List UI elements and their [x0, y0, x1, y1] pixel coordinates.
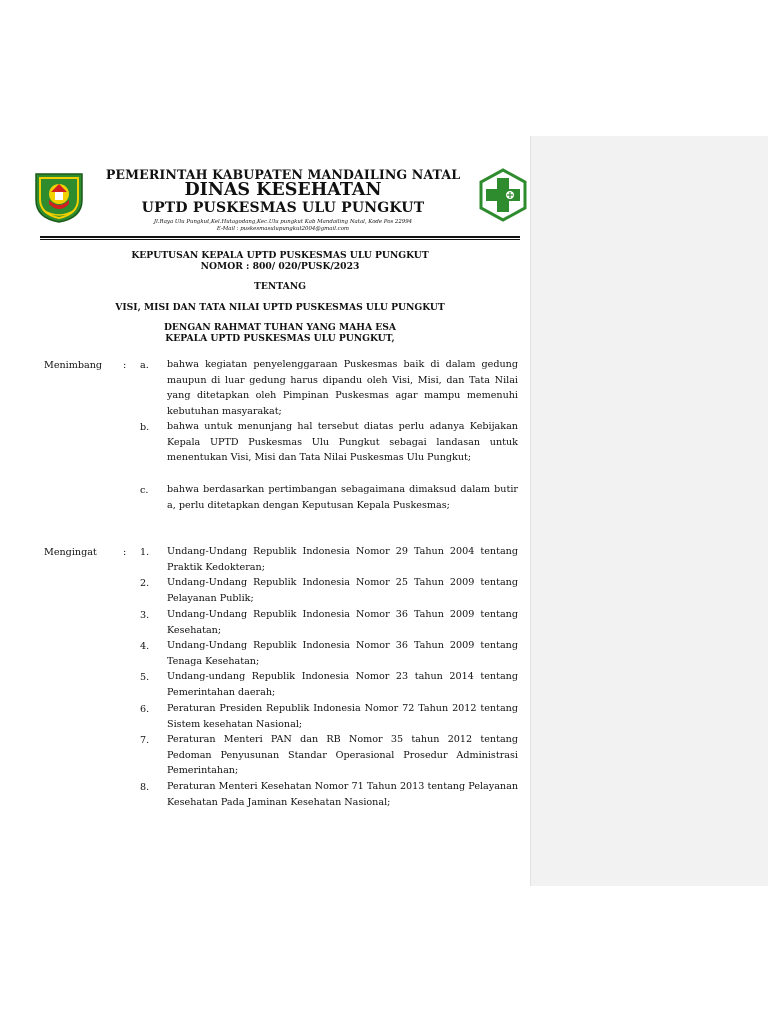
menimbang-marker: a.	[140, 360, 149, 371]
mengingat-item: Peraturan Presiden Republik Indonesia Nomor 72 Tahun 2012 tentang Sistem kesehatan Nasional;	[167, 703, 518, 730]
menimbang-label: Menimbang	[44, 360, 103, 371]
mengingat-item: Undang-Undang Republik Indonesia Nomor 29 Tahun 2004 tentang Praktik Kedokteran;	[167, 546, 518, 573]
letterhead-rule-thin	[40, 239, 520, 240]
mengingat-item: Undang-Undang Republik Indonesia Nomor 36 Tahun 2009 tentang Kesehatan;	[167, 609, 518, 636]
mengingat-marker: 4.	[140, 641, 150, 652]
mengingat-marker: 6.	[140, 704, 150, 715]
letterhead-address: Jl.Raya Ulu Pungkut,Kel.Hutagodang,Kec.Ulu pungkut Kab Mandailing Natal, Kode Pos 22994	[153, 219, 413, 225]
decree-about: TENTANG	[254, 281, 306, 292]
menimbang-item: bahwa berdasarkan pertimbangan sebagaimana dimaksud dalam butir a, perlu ditetapkan dengan Keputusan Kepala Puskesmas;	[167, 484, 518, 511]
mengingat-item: Undang-undang Republik Indonesia Nomor 23 tahun 2014 tentang Pemerintahan daerah;	[167, 671, 518, 698]
mengingat-item: Peraturan Menteri Kesehatan Nomor 71 Tahun 2013 tentang Pelayanan Kesehatan Pada Jaminan Kesehatan Nasional;	[167, 781, 518, 808]
mengingat-marker: 5.	[140, 672, 150, 683]
puskesmas-logo-icon	[478, 168, 528, 222]
letterhead-agency: DINAS KESEHATAN	[184, 180, 382, 200]
menimbang-item: bahwa untuk menunjang hal tersebut diatas perlu adanya Kebijakan Kepala UPTD Puskesmas Ulu Pungkut sebagai landasan untuk menentukan Visi, Misi dan Tata Nilai Puskesmas Ulu Pungkut;	[167, 421, 518, 464]
letterhead-rule	[40, 236, 520, 238]
letterhead-government: PEMERINTAH KABUPATEN MANDAILING NATAL	[105, 167, 461, 182]
mengingat-marker: 7.	[140, 735, 150, 746]
decree-subject: VISI, MISI DAN TATA NILAI UPTD PUSKESMAS ULU PUNGKUT	[115, 302, 445, 313]
menimbang-colon: :	[123, 360, 127, 371]
mengingat-marker: 2.	[140, 578, 150, 589]
menimbang-item: bahwa kegiatan penyelenggaraan Puskesmas baik di dalam gedung maupun di luar gedung harus dipandu oleh Visi, Misi, dan Tata Nilai yang ditetapkan oleh Pimpinan Puskesmas agar mampu memenuhi kebutuhan masyarakat;	[167, 359, 518, 417]
letterhead-email: E-Mail : puskesmasulupungkut2004@gmail.com	[216, 226, 350, 232]
letterhead-unit: UPTD PUSKESMAS ULU PUNGKUT	[141, 200, 425, 216]
mengingat-marker: 8.	[140, 782, 150, 793]
mengingat-label: Mengingat	[44, 547, 97, 558]
mengingat-item: Undang-Undang Republik Indonesia Nomor 36 Tahun 2009 tentang Tenaga Kesehatan;	[167, 640, 518, 667]
decree-blessing: DENGAN RAHMAT TUHAN YANG MAHA ESA	[163, 322, 397, 333]
decree-authority: KEPALA UPTD PUSKESMAS ULU PUNGKUT,	[165, 333, 395, 344]
mengingat-colon: :	[123, 547, 127, 558]
mengingat-marker: 3.	[140, 610, 150, 621]
comment-pane	[530, 136, 768, 886]
mengingat-item: Peraturan Menteri PAN dan RB Nomor 35 tahun 2012 tentang Pedoman Penyusunan Standar Operasional Prosedur Administrasi Pemerintahan;	[167, 734, 518, 777]
menimbang-marker: b.	[140, 422, 150, 433]
mengingat-marker: 1.	[140, 547, 150, 558]
regency-emblem-icon	[33, 170, 85, 224]
decree-number: NOMOR : 800/ 020/PUSK/2023	[200, 261, 360, 272]
decree-title: KEPUTUSAN KEPALA UPTD PUSKESMAS ULU PUNGKUT	[131, 250, 429, 261]
menimbang-marker: c.	[140, 485, 149, 496]
mengingat-item: Undang-Undang Republik Indonesia Nomor 25 Tahun 2009 tentang Pelayanan Publik;	[167, 577, 518, 604]
